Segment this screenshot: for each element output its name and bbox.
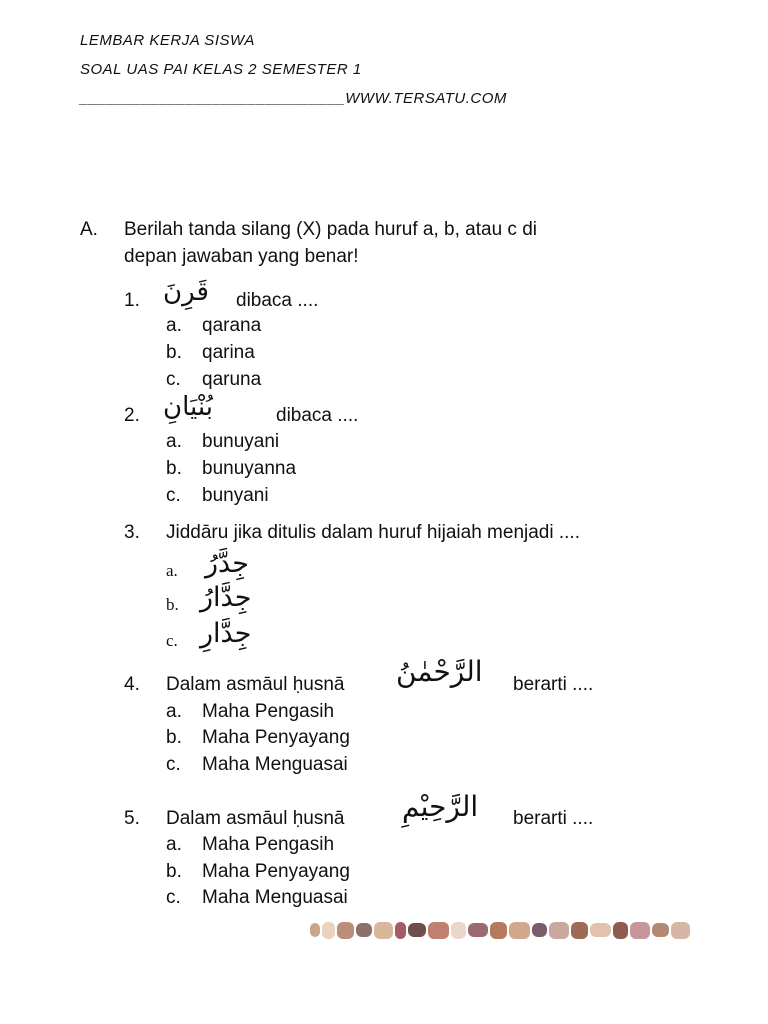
- list-item: b. Maha Penyayang: [166, 861, 350, 882]
- decoration-shape: [428, 922, 449, 939]
- list-item: c. Maha Menguasai: [166, 754, 348, 775]
- question-3-text: Jiddāru jika ditulis dalam huruf hijaiah menjadi ....: [166, 522, 580, 543]
- decoration-shape: [613, 922, 628, 939]
- question-5-arabic: الرَّحِيْمِ: [402, 790, 479, 823]
- decoration-shape: [408, 923, 425, 937]
- list-item: a. Maha Pengasih: [166, 701, 335, 722]
- option-label: c.: [166, 631, 178, 650]
- decoration-shape: [571, 922, 588, 939]
- list-item: c. bunyani: [166, 485, 269, 506]
- question-4-text: Dalam asmāul ḥusnā: [166, 674, 345, 695]
- decoration-shape: [310, 923, 320, 937]
- option-arabic: جِدَّرُ: [205, 548, 249, 579]
- question-1-number: 1.: [124, 290, 140, 311]
- decoration-shape: [590, 923, 611, 937]
- option-label: a.: [166, 561, 178, 580]
- website-line: ______________________________WWW.TERSATU.COM: [80, 90, 507, 107]
- question-4-number: 4.: [124, 674, 140, 695]
- decoration-shape: [532, 923, 547, 937]
- decoration-shape: [468, 923, 487, 937]
- decoration-shape: [395, 922, 407, 939]
- decoration-shape: [671, 922, 690, 939]
- question-4-arabic: الرَّحْمٰنُ: [396, 655, 483, 688]
- question-3-number: 3.: [124, 522, 140, 543]
- list-item: a. qarana: [166, 315, 262, 336]
- decoration-shape: [356, 923, 371, 937]
- list-item: a. bunuyani: [166, 431, 280, 452]
- decoration-shape: [509, 922, 530, 939]
- decorative-border: [310, 918, 690, 942]
- decoration-shape: [451, 922, 466, 939]
- option-arabic: جِدَّارُ: [200, 582, 252, 613]
- instruction-line-2: depan jawaban yang benar!: [124, 246, 359, 267]
- question-1-text: dibaca ....: [236, 290, 319, 311]
- list-item: c. qaruna: [166, 369, 262, 390]
- question-5-text: Dalam asmāul ḥusnā: [166, 808, 345, 829]
- decoration-shape: [374, 922, 393, 939]
- decoration-shape: [549, 922, 568, 939]
- decoration-shape: [322, 922, 335, 939]
- question-2-text: dibaca ....: [276, 405, 359, 426]
- instruction-line-1: Berilah tanda silang (X) pada huruf a, b, atau c di: [124, 219, 537, 240]
- question-2-arabic: بُنْيَانِ: [163, 392, 213, 422]
- worksheet-title: LEMBAR KERJA SISWA: [80, 32, 255, 49]
- decoration-shape: [652, 923, 669, 937]
- question-5-number: 5.: [124, 808, 140, 829]
- exam-title: SOAL UAS PAI KELAS 2 SEMESTER 1: [80, 61, 362, 78]
- list-item: c. Maha Menguasai: [166, 887, 348, 908]
- list-item: a. Maha Pengasih: [166, 834, 335, 855]
- option-arabic: جِدَّارِ: [200, 618, 252, 649]
- question-2-number: 2.: [124, 405, 140, 426]
- section-letter: A.: [80, 219, 98, 240]
- decoration-shape: [490, 922, 507, 939]
- question-5-suffix: berarti ....: [513, 808, 594, 829]
- question-4-suffix: berarti ....: [513, 674, 594, 695]
- list-item: b. Maha Penyayang: [166, 727, 350, 748]
- decoration-shape: [337, 922, 354, 939]
- list-item: b. bunuyanna: [166, 458, 297, 479]
- question-1-arabic: قَرِنَ: [163, 277, 209, 307]
- option-label: b.: [166, 595, 179, 614]
- list-item: b. qarina: [166, 342, 255, 363]
- decoration-shape: [630, 922, 649, 939]
